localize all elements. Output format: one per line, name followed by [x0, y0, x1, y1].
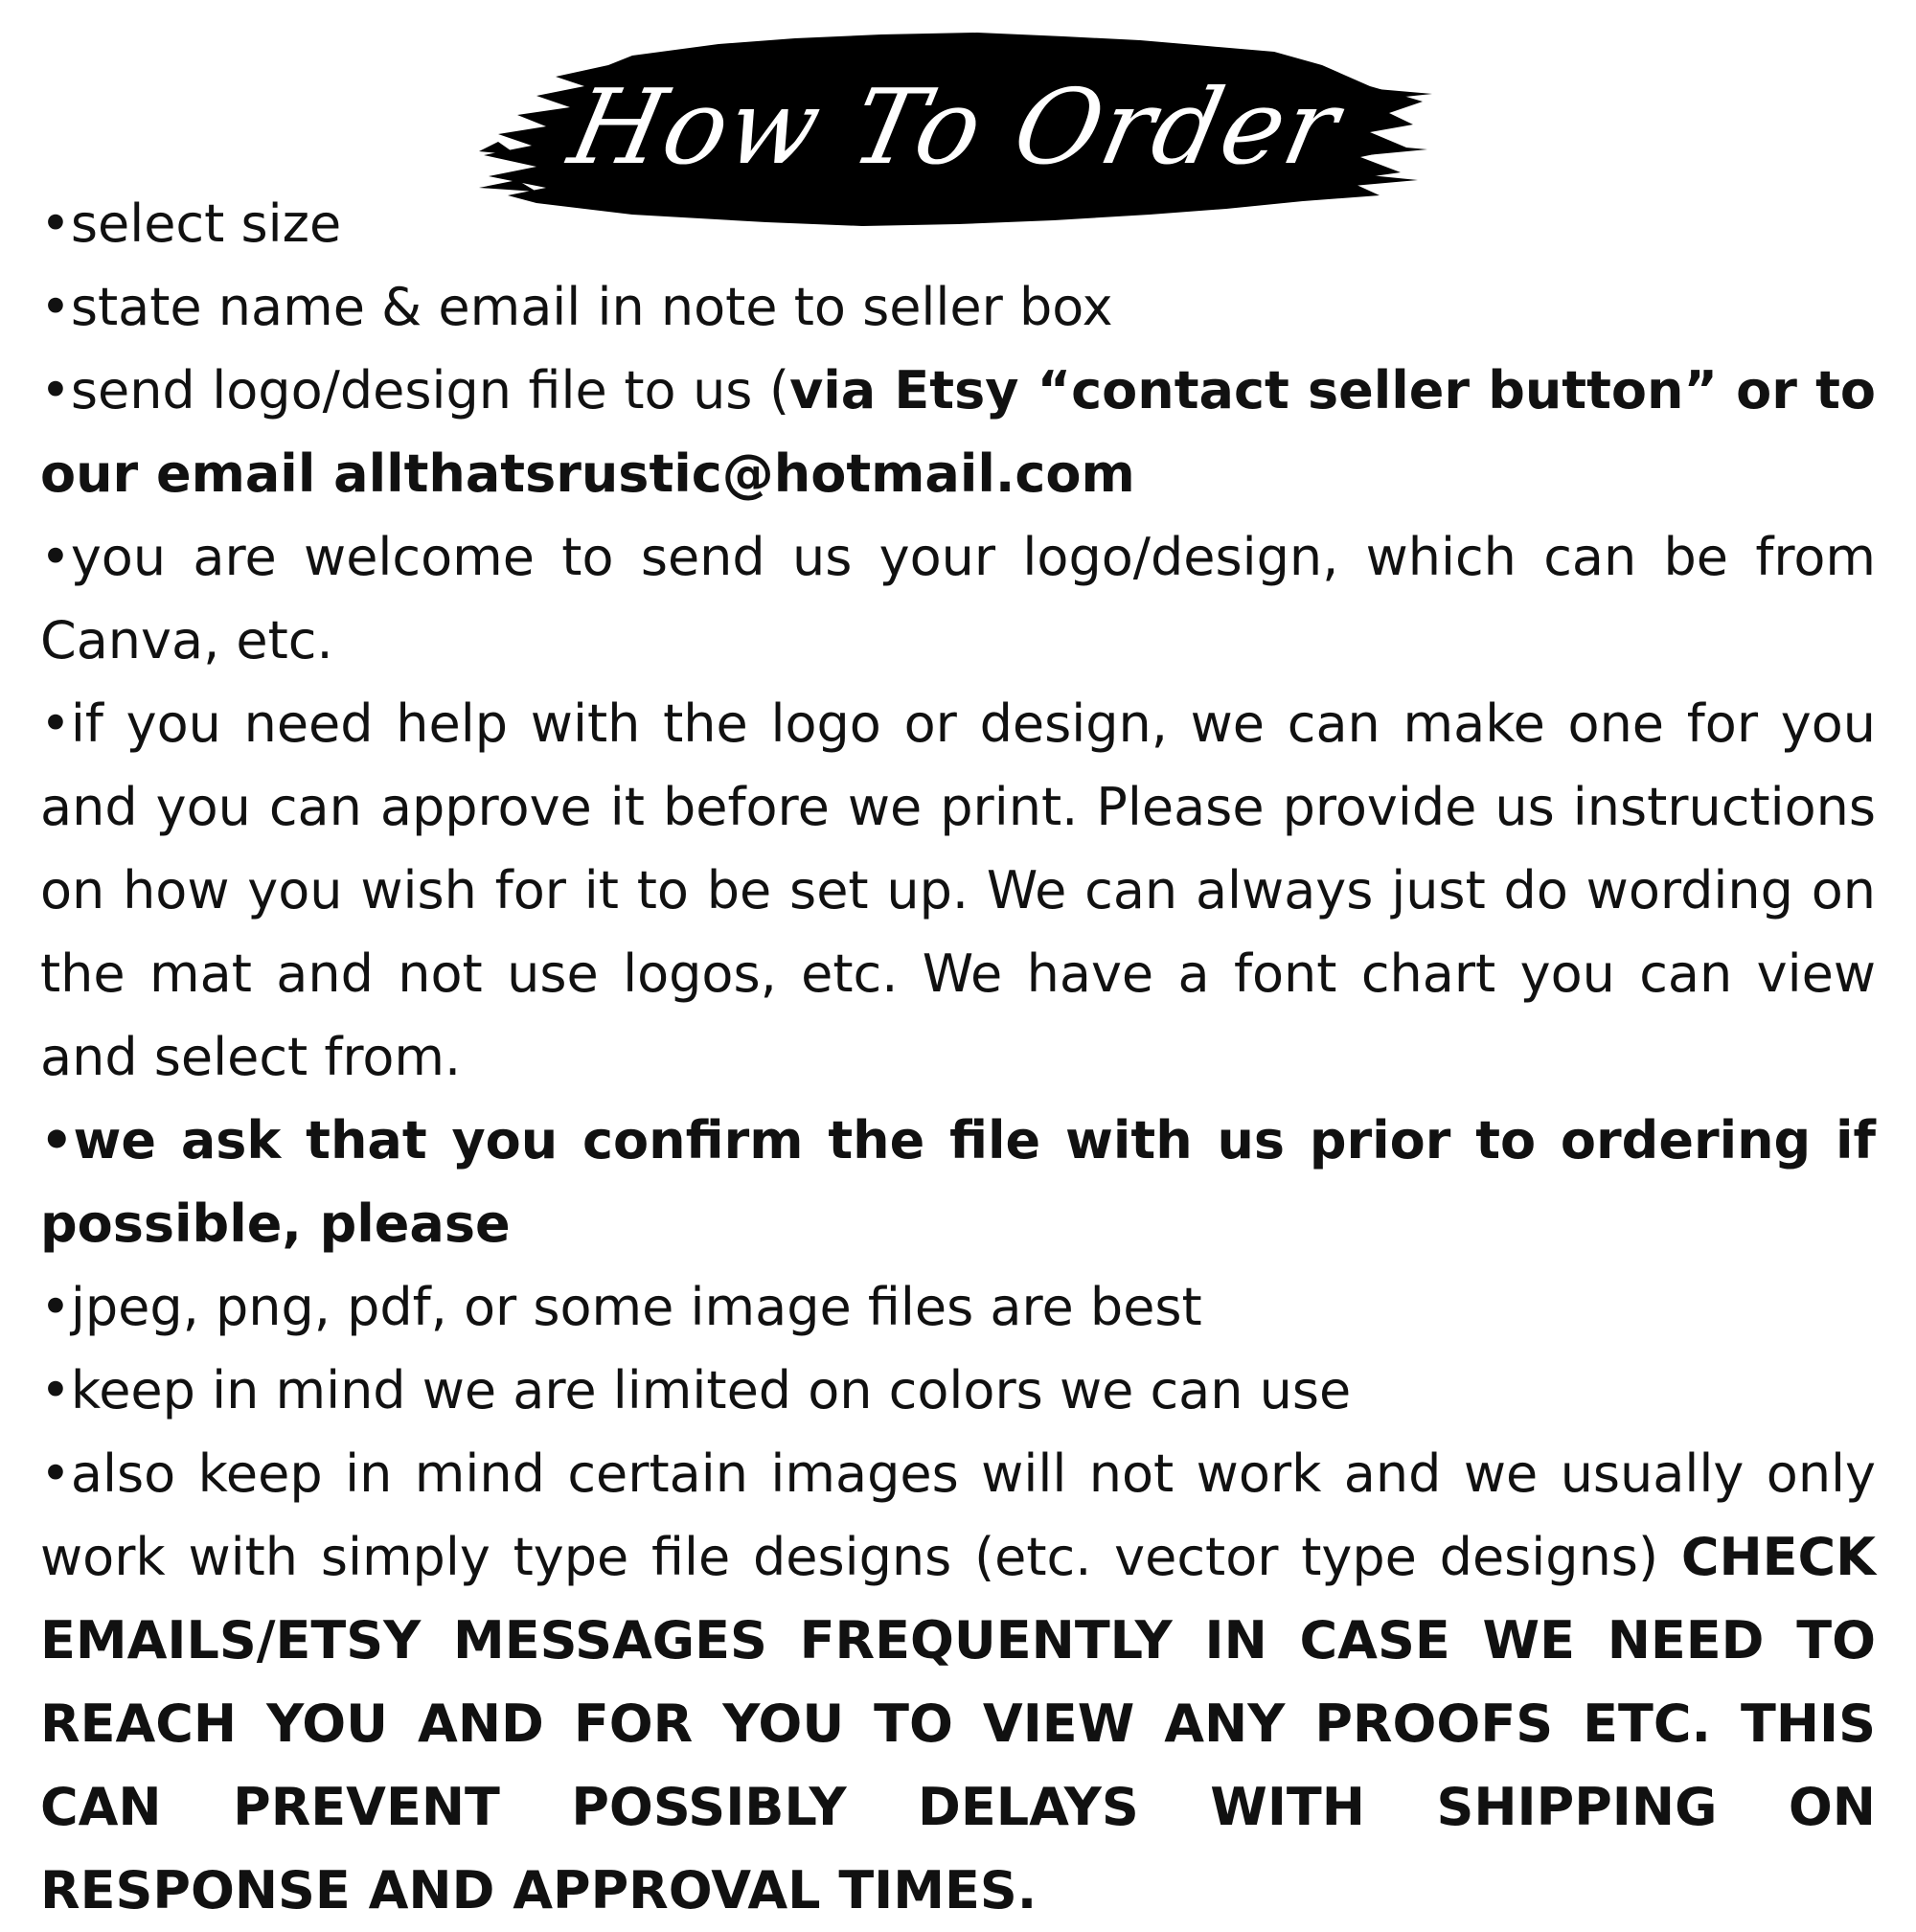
list-item-welcome: •you are welcome to send us your logo/design, which can be from Canva, etc. [40, 527, 1876, 671]
list-item-help: •if you need help with the logo or design, we can make one for you and you can approve it before we print. Please provide us instructions on how you wish for it to be set up. We can always just do wording on the mat and not use logos, etc. We have a font chart you can view and select from. [40, 693, 1876, 1087]
list-item-file-types: •jpeg, png, pdf, or some image files are best [40, 1277, 1202, 1337]
send-logo-text: •send logo/design file to us ( [40, 360, 790, 420]
page-title: How To Order [559, 68, 1351, 188]
contact-info-text: via Etsy “contact seller button” or to our email allthatsrustic@hotmail.com [40, 360, 1876, 504]
check-emails-notice: CHECK EMAILS/ETSY MESSAGES FREQUENTLY IN CASE WE NEED TO REACH YOU AND FOR YOU TO VIEW ANY PROOFS ETC. THIS CAN PREVENT POSSIBLY DELAYS WITH SHIPPING ON RESPONSE AND APPROVAL TIMES. [40, 1527, 1876, 1921]
list-item-images-note [40, 1432, 1876, 1932]
list-item-colors-limit: •keep in mind we are limited on colors we can use [40, 1360, 1352, 1421]
images-note-text: •also keep in mind certain images will not work and we usually only work with simply type file designs (etc. vector type designs) [40, 1443, 1876, 1587]
list-item-state-name: •state name & email in note to seller box [40, 277, 1113, 337]
list-item-select-size: •select size [40, 193, 342, 254]
order-instructions [40, 182, 1876, 1932]
list-item-send-logo [40, 349, 1876, 515]
list-item-confirm: •we ask that you confirm the file with us prior to ordering if possible, please [40, 1110, 1876, 1254]
